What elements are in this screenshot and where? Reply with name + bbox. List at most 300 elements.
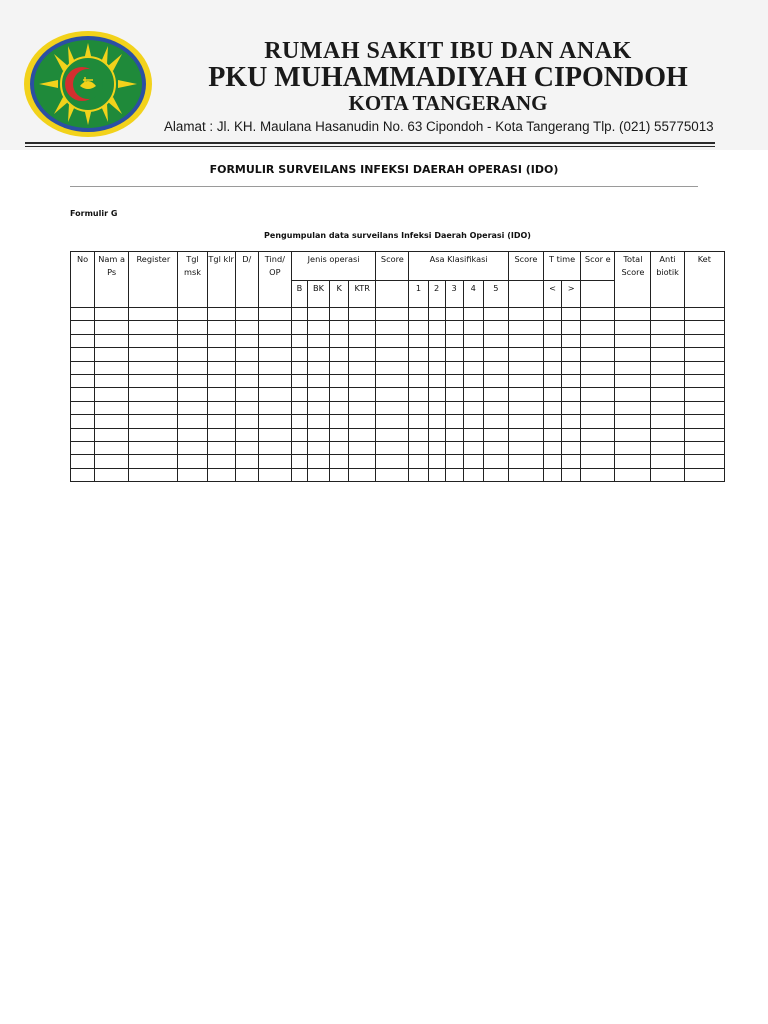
table-cell [409,361,428,374]
table-cell [258,361,291,374]
table-cell [483,428,508,441]
table-cell [463,388,483,401]
subheader-asa-1: 1 [409,281,428,308]
hospital-name-line2: PKU MUHAMMADIYAH CIPONDOH [208,62,688,93]
table-cell [349,455,376,468]
table-cell [581,374,615,387]
table-cell [71,361,95,374]
subheader-score-time-blank [581,281,615,308]
table-cell [235,321,258,334]
subheader-asa-3: 3 [445,281,463,308]
table-cell [581,415,615,428]
table-cell [581,321,615,334]
table-cell [428,455,445,468]
table-cell [483,321,508,334]
table-cell [207,428,235,441]
table-cell [508,468,543,481]
header-tindakan-op: Tind/ OP [258,252,291,308]
table-cell [409,455,428,468]
table-cell [581,308,615,321]
table-cell [95,334,129,347]
table-cell [71,468,95,481]
table-cell [291,374,307,387]
table-cell [178,388,207,401]
table-cell [291,388,307,401]
table-cell [684,468,724,481]
table-cell [376,441,409,454]
table-cell [483,388,508,401]
subheader-jenis-bk: BK [308,281,330,308]
table-cell [684,401,724,414]
table-cell [235,334,258,347]
table-cell [428,415,445,428]
table-cell [235,308,258,321]
table-cell [330,428,349,441]
table-cell [71,374,95,387]
subheader-jenis-b: B [291,281,307,308]
table-cell [463,374,483,387]
table-cell [178,308,207,321]
table-cell [508,428,543,441]
table-cell [330,361,349,374]
header-score-time: Scor e [581,252,615,281]
table-cell [445,401,463,414]
hospital-city: KOTA TANGERANG [348,91,548,115]
table-cell [95,321,129,334]
header-diagnosa: D/ [235,252,258,308]
table-cell [544,428,562,441]
header-jenis-operasi: Jenis operasi [291,252,375,281]
table-cell [349,321,376,334]
table-cell [178,374,207,387]
table-cell [376,348,409,361]
table-cell [349,361,376,374]
table-cell [651,348,684,361]
header-total-score: Total Score [615,252,651,308]
table-cell [258,321,291,334]
table-cell [445,334,463,347]
table-cell [95,361,129,374]
table-cell [308,455,330,468]
table-cell [544,348,562,361]
table-cell [445,415,463,428]
header-antibiotik: Anti biotik [651,252,684,308]
table-cell [651,415,684,428]
table-cell [308,468,330,481]
table-cell [95,415,129,428]
header-t-time: T time [544,252,581,281]
table-cell [207,415,235,428]
table-row [71,468,725,481]
table-row [71,388,725,401]
table-cell [291,428,307,441]
table-cell [235,428,258,441]
table-cell [409,441,428,454]
table-cell [349,401,376,414]
table-cell [129,308,178,321]
table-cell [483,308,508,321]
table-cell [349,388,376,401]
table-row [71,374,725,387]
table-cell [483,334,508,347]
table-cell [291,455,307,468]
header-no: No [71,252,95,308]
table-cell [463,308,483,321]
table-cell [463,441,483,454]
table-cell [508,348,543,361]
table-cell [615,468,651,481]
table-cell [129,321,178,334]
table-cell [95,468,129,481]
header-asa-klasifikasi: Asa Klasifikasi [409,252,508,281]
table-cell [330,455,349,468]
table-cell [562,428,581,441]
table-cell [445,388,463,401]
table-cell [129,348,178,361]
table-cell [95,401,129,414]
table-cell [445,455,463,468]
subheader-asa-4: 4 [463,281,483,308]
table-cell [409,388,428,401]
table-cell [581,468,615,481]
table-row [71,401,725,414]
table-cell [129,361,178,374]
table-cell [291,321,307,334]
subheader-asa-5: 5 [483,281,508,308]
table-cell [235,415,258,428]
table-cell [463,348,483,361]
table-cell [581,401,615,414]
table-cell [562,441,581,454]
table-cell [258,455,291,468]
table-cell [258,374,291,387]
table-cell [562,401,581,414]
table-cell [483,415,508,428]
table-cell [483,441,508,454]
table-cell [291,348,307,361]
table-cell [581,334,615,347]
table-cell [428,361,445,374]
table-cell [178,334,207,347]
table-cell [349,428,376,441]
table-cell [651,455,684,468]
table-cell [651,401,684,414]
table-row [71,348,725,361]
table-cell [651,374,684,387]
table-cell [508,415,543,428]
surveillance-table [70,251,725,482]
header-tgl-masuk: Tgl msk [178,252,207,308]
table-cell [463,401,483,414]
table-cell [508,441,543,454]
table-cell [235,441,258,454]
table-cell [615,334,651,347]
table-cell [544,455,562,468]
table-cell [95,388,129,401]
table-cell [330,348,349,361]
table-row [71,321,725,334]
table-cell [562,468,581,481]
table-row [71,308,725,321]
table-cell [235,468,258,481]
table-cell [308,321,330,334]
table-cell [95,428,129,441]
table-cell [129,441,178,454]
table-cell [508,455,543,468]
table-cell [581,428,615,441]
table-cell [445,374,463,387]
table-cell [508,308,543,321]
table-cell [544,321,562,334]
table-cell [445,308,463,321]
table-cell [428,468,445,481]
table-cell [71,334,95,347]
table-cell [376,308,409,321]
table-cell [428,441,445,454]
table-cell [544,374,562,387]
table-cell [445,348,463,361]
table-cell [428,374,445,387]
table-cell [508,321,543,334]
table-cell [615,348,651,361]
table-cell [615,321,651,334]
table-cell [330,401,349,414]
table-cell [129,415,178,428]
table-cell [445,361,463,374]
table-cell [308,348,330,361]
table-cell [349,334,376,347]
subheader-score-jenis-blank [376,281,409,308]
table-cell [129,374,178,387]
header-register: Register [129,252,178,308]
table-cell [651,308,684,321]
table-cell [178,441,207,454]
table-cell [308,401,330,414]
table-cell [330,321,349,334]
table-cell [178,468,207,481]
table-cell [207,468,235,481]
table-cell [129,428,178,441]
table-cell [349,348,376,361]
subheader-time-greater: > [562,281,581,308]
table-cell [178,361,207,374]
table-cell [71,428,95,441]
table-cell [376,455,409,468]
header-score-jenis: Score [376,252,409,281]
table-cell [71,441,95,454]
table-cell [615,428,651,441]
table-cell [615,415,651,428]
table-cell [562,374,581,387]
table-cell [409,468,428,481]
table-cell [258,334,291,347]
table-cell [684,374,724,387]
table-cell [258,441,291,454]
table-cell [428,334,445,347]
table-cell [235,388,258,401]
table-cell [207,348,235,361]
table-body [71,308,725,482]
table-cell [207,388,235,401]
table-cell [684,428,724,441]
table-cell [409,401,428,414]
muhammadiyah-logo-icon [22,30,154,138]
table-cell [428,388,445,401]
table-cell [651,441,684,454]
table-cell [178,348,207,361]
table-row [71,361,725,374]
header-nama-pasien: Nam a Ps [95,252,129,308]
table-cell [562,321,581,334]
table-cell [562,334,581,347]
table-cell [684,388,724,401]
table-cell [463,455,483,468]
table-cell [235,374,258,387]
table-cell [581,361,615,374]
table-cell [235,401,258,414]
subheader-jenis-k: K [330,281,349,308]
table-cell [349,308,376,321]
subheader-time-less: < [544,281,562,308]
table-cell [95,374,129,387]
table-cell [651,428,684,441]
table-cell [409,428,428,441]
table-cell [330,374,349,387]
table-cell [581,455,615,468]
table-cell [562,455,581,468]
table-cell [684,308,724,321]
table-cell [207,401,235,414]
table-cell [376,401,409,414]
header-keterangan: Ket [684,252,724,308]
table-cell [562,388,581,401]
subheader-asa-2: 2 [428,281,445,308]
table-cell [615,455,651,468]
form-label: Formulir G [70,209,118,218]
table-cell [71,388,95,401]
table-cell [207,374,235,387]
table-cell [129,401,178,414]
table-cell [651,334,684,347]
table-cell [376,415,409,428]
table-cell [615,361,651,374]
table-cell [651,361,684,374]
table-cell [291,334,307,347]
table-cell [508,401,543,414]
title-divider [70,186,698,187]
table-cell [428,348,445,361]
table-cell [376,334,409,347]
letterhead-rule-thin [25,146,715,147]
table-cell [508,388,543,401]
table-cell [684,441,724,454]
table-cell [349,468,376,481]
table-cell [207,455,235,468]
table-cell [409,308,428,321]
table-cell [651,468,684,481]
table-cell [129,468,178,481]
table-cell [258,415,291,428]
letterhead-rule-thick [25,142,715,144]
table-cell [615,308,651,321]
table-cell [463,334,483,347]
table-cell [71,455,95,468]
table-cell [581,348,615,361]
table-cell [95,308,129,321]
table-cell [330,388,349,401]
table-cell [483,361,508,374]
table-cell [308,415,330,428]
table-cell [330,468,349,481]
table-cell [562,361,581,374]
table-cell [463,428,483,441]
table-cell [651,388,684,401]
table-cell [376,374,409,387]
table-cell [308,441,330,454]
table-cell [409,334,428,347]
table-cell [562,415,581,428]
table-cell [95,348,129,361]
table-row [71,441,725,454]
table-cell [308,361,330,374]
table-cell [651,321,684,334]
table-cell [544,308,562,321]
table-cell [129,455,178,468]
table-cell [508,361,543,374]
table-cell [308,388,330,401]
table-cell [71,415,95,428]
table-cell [544,334,562,347]
document-title: FORMULIR SURVEILANS INFEKSI DAERAH OPERASI (IDO) [209,163,559,176]
table-cell [258,401,291,414]
table-cell [581,441,615,454]
table-cell [376,468,409,481]
table-cell [207,441,235,454]
table-cell [71,308,95,321]
table-subtitle: Pengumpulan data surveilans Infeksi Daerah Operasi (IDO) [264,231,531,240]
table-cell [376,428,409,441]
table-cell [178,455,207,468]
table-cell [178,401,207,414]
table-cell [71,401,95,414]
table-cell [581,388,615,401]
table-cell [308,334,330,347]
table-cell [483,468,508,481]
table-row [71,428,725,441]
table-cell [178,321,207,334]
table-cell [308,308,330,321]
table-cell [445,441,463,454]
table-row [71,334,725,347]
table-cell [684,348,724,361]
table-cell [258,468,291,481]
table-cell [308,428,330,441]
table-cell [562,308,581,321]
header-score-asa: Score [508,252,543,281]
table-cell [445,428,463,441]
table-cell [684,321,724,334]
table-cell [207,361,235,374]
table-cell [428,321,445,334]
table-cell [428,308,445,321]
table-cell [330,308,349,321]
table-cell [349,374,376,387]
table-cell [376,388,409,401]
table-cell [544,361,562,374]
table-cell [483,348,508,361]
table-cell [95,441,129,454]
header-tgl-keluar: Tgl klr [207,252,235,308]
